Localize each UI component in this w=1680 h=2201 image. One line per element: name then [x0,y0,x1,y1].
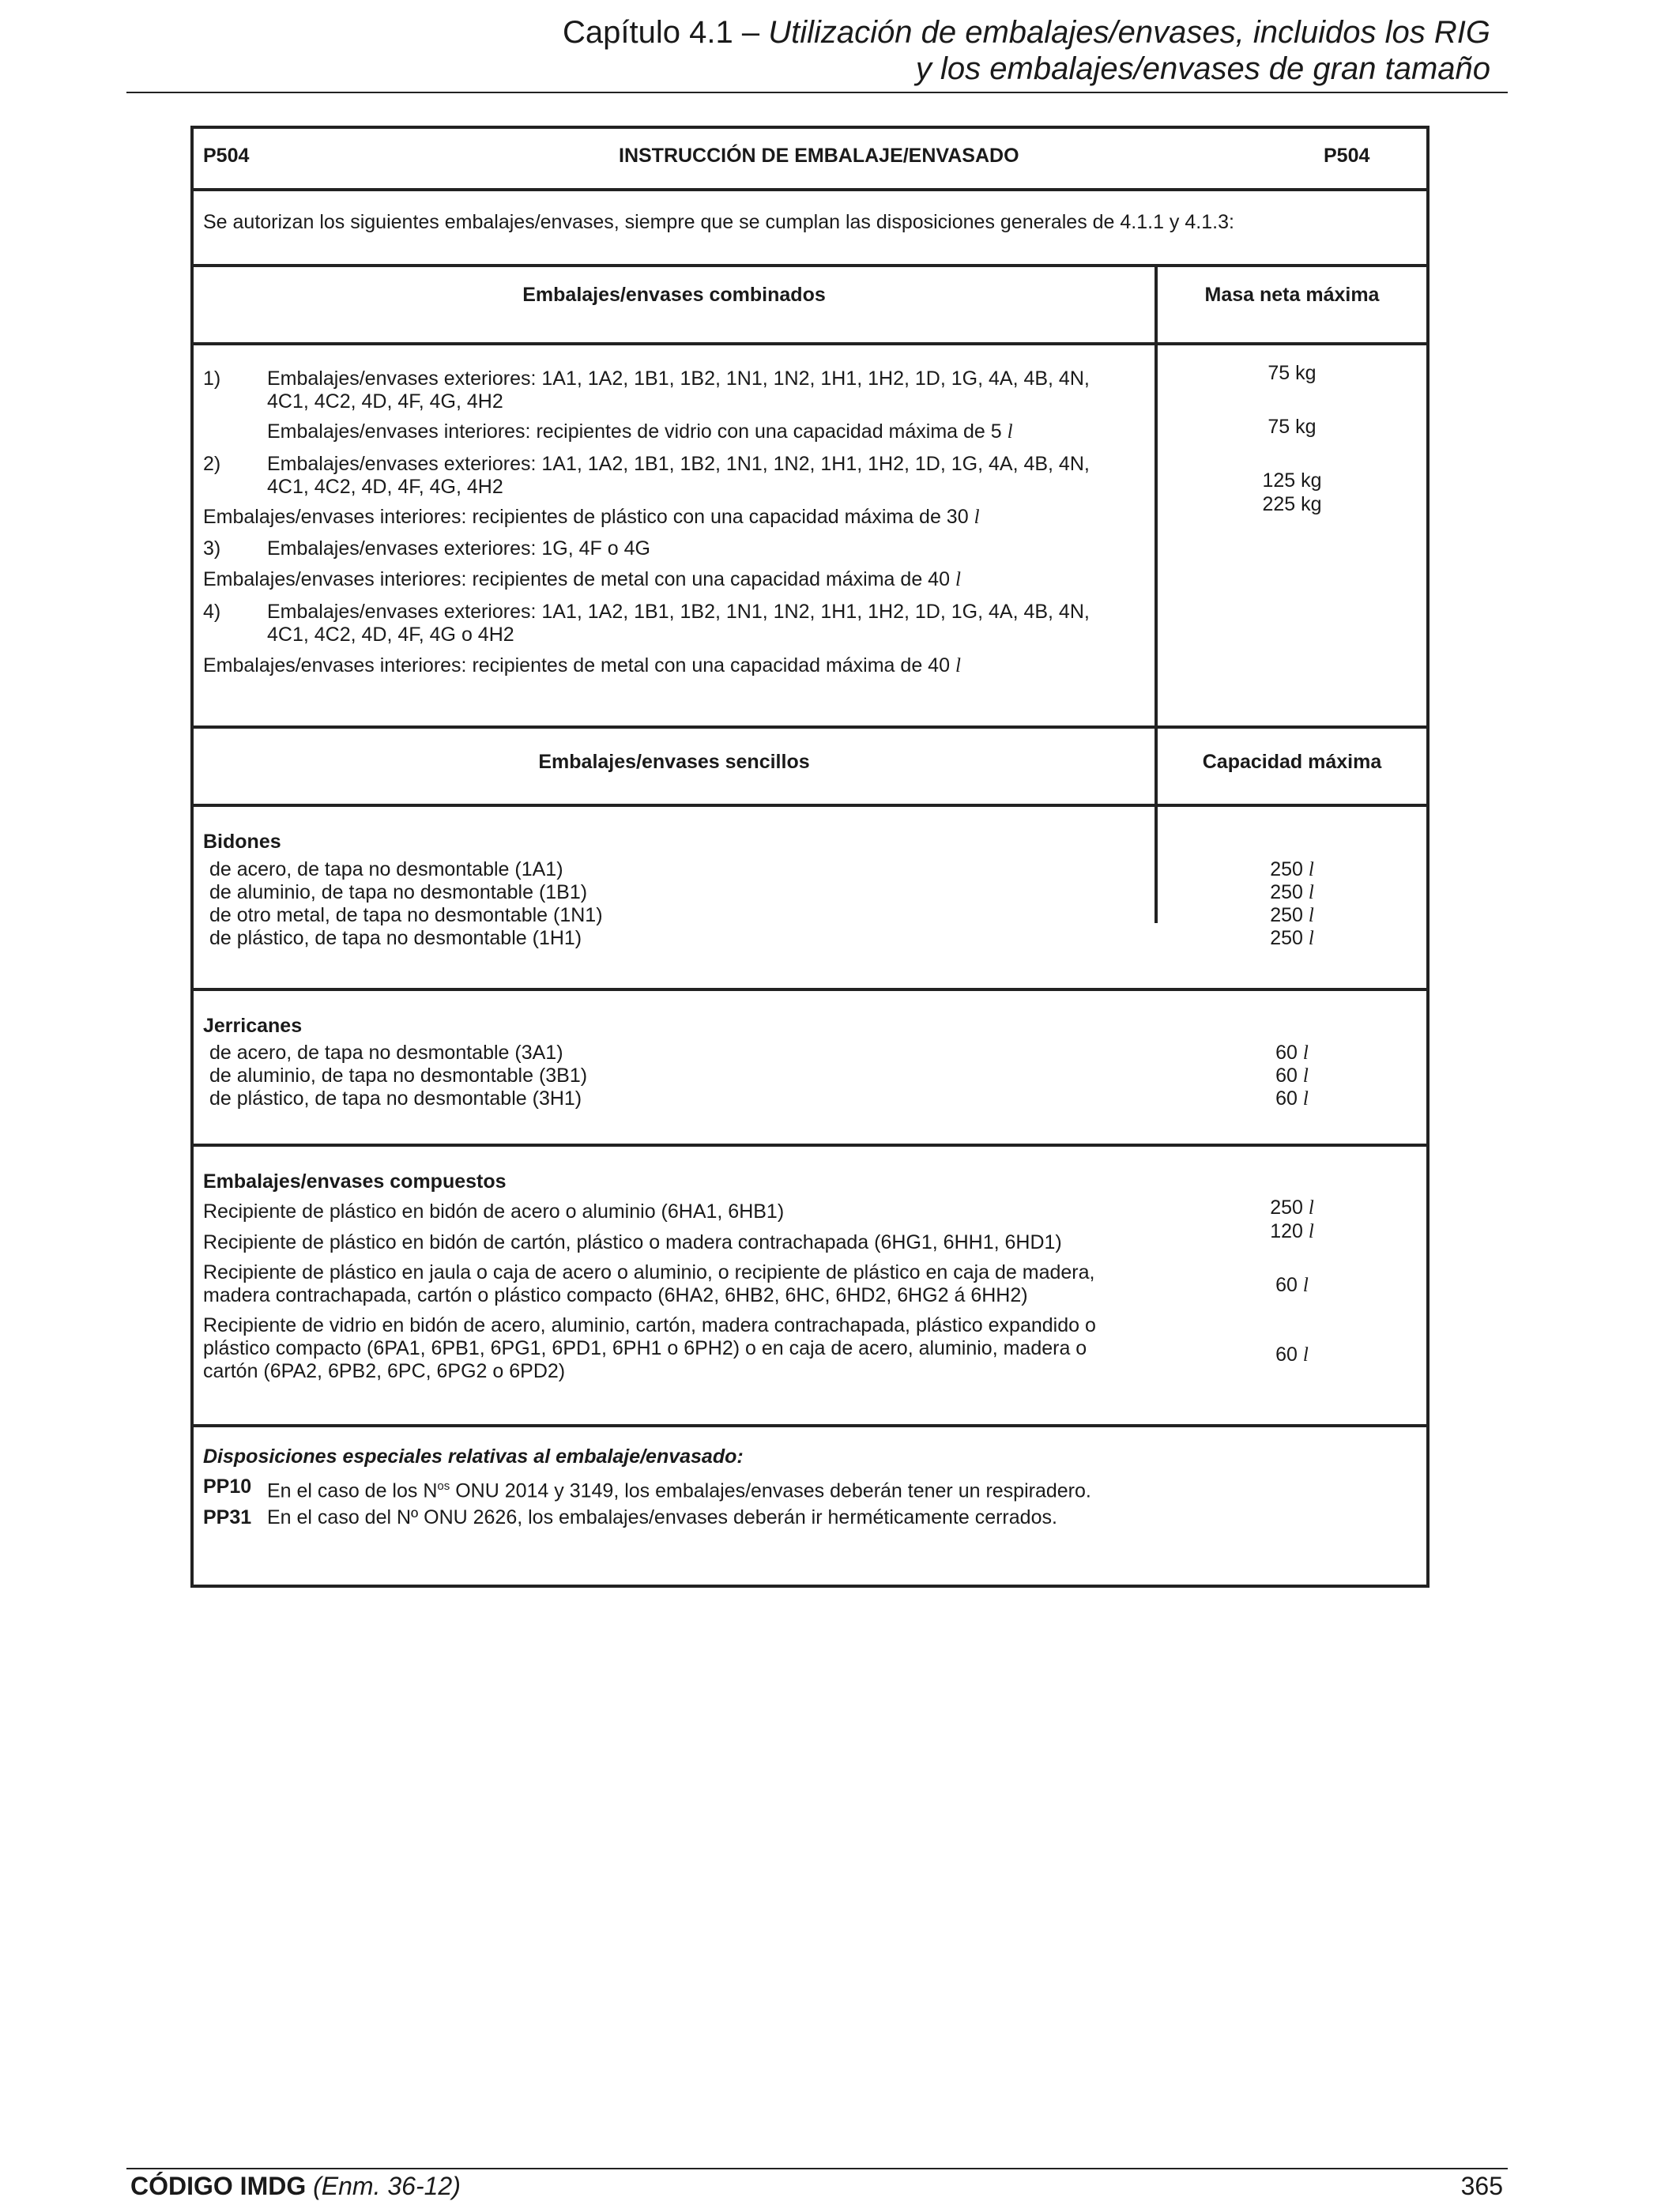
drum-item: de plástico, de tapa no desmontable (1H1) [209,927,582,949]
combined-col2-header: Masa neta máxima [1204,284,1380,306]
instruction-box [190,126,1430,1588]
provision-code: PP10 [203,1475,252,1498]
jerrican-item: de aluminio, de tapa no desmontable (3B1) [209,1065,588,1087]
footer-rule [126,2168,1508,2169]
instruction-code-left: P504 [203,145,250,167]
jerrican-capacity: 60 l [1275,1065,1309,1087]
instruction-title: INSTRUCCIÓN DE EMBALAJE/ENVASADO [619,145,1019,167]
inner-packagings: Embalajes/envases interiores: recipientes de vidrio con una capacidad máxima de 5 l [267,420,1013,443]
outer-packagings: Embalajes/envases exteriores: 1A1, 1A2, 1B1, 1B2, 1N1, 1N2, 1H1, 1H2, 1D, 1G, 4A, 4B, 4N, [267,367,1090,390]
inner-packagings: Embalajes/envases interiores: recipientes de plástico con una capacidad máxima de 30 l [203,506,980,528]
special-provisions-title: Disposiciones especiales relativas al embalaje/envasado: [203,1445,744,1468]
jerrican-capacity: 60 l [1275,1087,1309,1110]
composite-item-cont: plástico compacto (6PA1, 6PB1, 6PG1, 6PD1, 6PH1 o 6PH2) o en caja de acero, aluminio, madera o [203,1337,1087,1359]
composite-item: Recipiente de plástico en bidón de acero o aluminio (6HA1, 6HB1) [203,1200,785,1223]
chapter-header [563,14,1490,87]
outer-packagings: Embalajes/envases exteriores: 1A1, 1A2, 1B1, 1B2, 1N1, 1N2, 1H1, 1H2, 1D, 1G, 4A, 4B, 4N, [267,453,1090,475]
jerrican-item: de acero, de tapa no desmontable (3A1) [209,1042,563,1064]
option-number: 1) [203,367,221,390]
composite-item: Recipiente de plástico en jaula o caja de acero o aluminio, o recipiente de plástico en caja de madera, [203,1261,1095,1283]
divider [194,804,1426,807]
outer-packagings: Embalajes/envases exteriores: 1G, 4F o 4G [267,537,650,560]
divider [194,988,1426,991]
drum-capacity: 250 l [1270,881,1314,903]
divider [194,726,1426,729]
outer-packagings-cont: 4C1, 4C2, 4D, 4F, 4G o 4H2 [267,624,514,646]
drum-capacity: 250 l [1270,858,1314,880]
drum-item: de otro metal, de tapa no desmontable (1N1) [209,904,603,926]
provision-code: PP31 [203,1506,252,1528]
drum-item: de aluminio, de tapa no desmontable (1B1) [209,881,588,903]
max-net-mass: 125 kg [1262,469,1322,492]
option-number: 4) [203,601,221,623]
divider [194,342,1426,345]
outer-packagings-cont: 4C1, 4C2, 4D, 4F, 4G, 4H2 [267,390,503,413]
divider [194,1424,1426,1427]
drum-capacity: 250 l [1270,927,1314,949]
composite-capacity: 60 l [1275,1344,1309,1366]
composite-item-cont: cartón (6PA2, 6PB2, 6PC, 6PG2 o 6PD2) [203,1360,566,1382]
option-number: 3) [203,537,221,560]
divider [194,1144,1426,1147]
drum-item: de acero, de tapa no desmontable (1A1) [209,858,563,880]
divider [194,264,1426,267]
drums-title: Bidones [203,831,281,853]
composite-title: Embalajes/envases compuestos [203,1170,507,1193]
composite-capacity: 250 l [1270,1197,1314,1219]
instruction-intro: Se autorizan los siguientes embalajes/envases, siempre que se cumplan las disposiciones generales de 4.1.1 y 4.1.3: [203,211,1234,233]
outer-packagings: Embalajes/envases exteriores: 1A1, 1A2, 1B1, 1B2, 1N1, 1N2, 1H1, 1H2, 1D, 1G, 4A, 4B, 4N, [267,601,1090,623]
max-net-mass: 225 kg [1262,493,1322,515]
header-rule [126,92,1508,93]
composite-item-cont: madera contrachapada, cartón o plástico compacto (6HA2, 6HB2, 6HC, 6HD2, 6HG2 á 6HH2) [203,1284,1028,1306]
divider [194,188,1426,191]
inner-packagings: Embalajes/envases interiores: recipientes de metal con una capacidad máxima de 40 l [203,654,961,677]
chapter-title-line1: Utilización de embalajes/envases, incluidos los RIG [768,15,1490,50]
composite-item: Recipiente de vidrio en bidón de acero, aluminio, cartón, madera contrachapada, plástico expandido o [203,1314,1096,1336]
jerricans-title: Jerricanes [203,1015,303,1037]
provision-text: En el caso de los $N^{os}$ ONU 2014 y 3149, los embalajes/envases deberán tener un respiradero. [267,1479,1091,1502]
instruction-code-right: P504 [1324,145,1370,167]
single-col2-header: Capacidad máxima [1202,751,1382,773]
footer-code: CÓDIGO IMDG (Enm. 36-12) [130,2172,461,2200]
max-net-mass: 75 kg [1268,416,1317,438]
composite-capacity: 60 l [1275,1274,1309,1296]
jerrican-item: de plástico, de tapa no desmontable (3H1) [209,1087,582,1110]
page-number: 365 [1460,2172,1503,2200]
chapter-number: Capítulo 4.1 – [563,15,760,50]
option-number: 2) [203,453,221,475]
outer-packagings-cont: 4C1, 4C2, 4D, 4F, 4G, 4H2 [267,476,503,498]
combined-col1-header: Embalajes/envases combinados [522,284,826,306]
inner-packagings: Embalajes/envases interiores: recipientes de metal con una capacidad máxima de 40 l [203,568,961,590]
max-net-mass: 75 kg [1268,362,1317,384]
chapter-title-line2: y los embalajes/envases de gran tamaño [915,51,1490,86]
drum-capacity: 250 l [1270,904,1314,926]
jerrican-capacity: 60 l [1275,1042,1309,1064]
provision-text: En el caso del Nº ONU 2626, los embalajes/envases deberán ir herméticamente cerrados. [267,1506,1057,1528]
composite-capacity: 120 l [1270,1220,1314,1242]
single-col1-header: Embalajes/envases sencillos [538,751,810,773]
composite-item: Recipiente de plástico en bidón de cartón, plástico o madera contrachapada (6HG1, 6HH1, 6HD1) [203,1231,1062,1253]
